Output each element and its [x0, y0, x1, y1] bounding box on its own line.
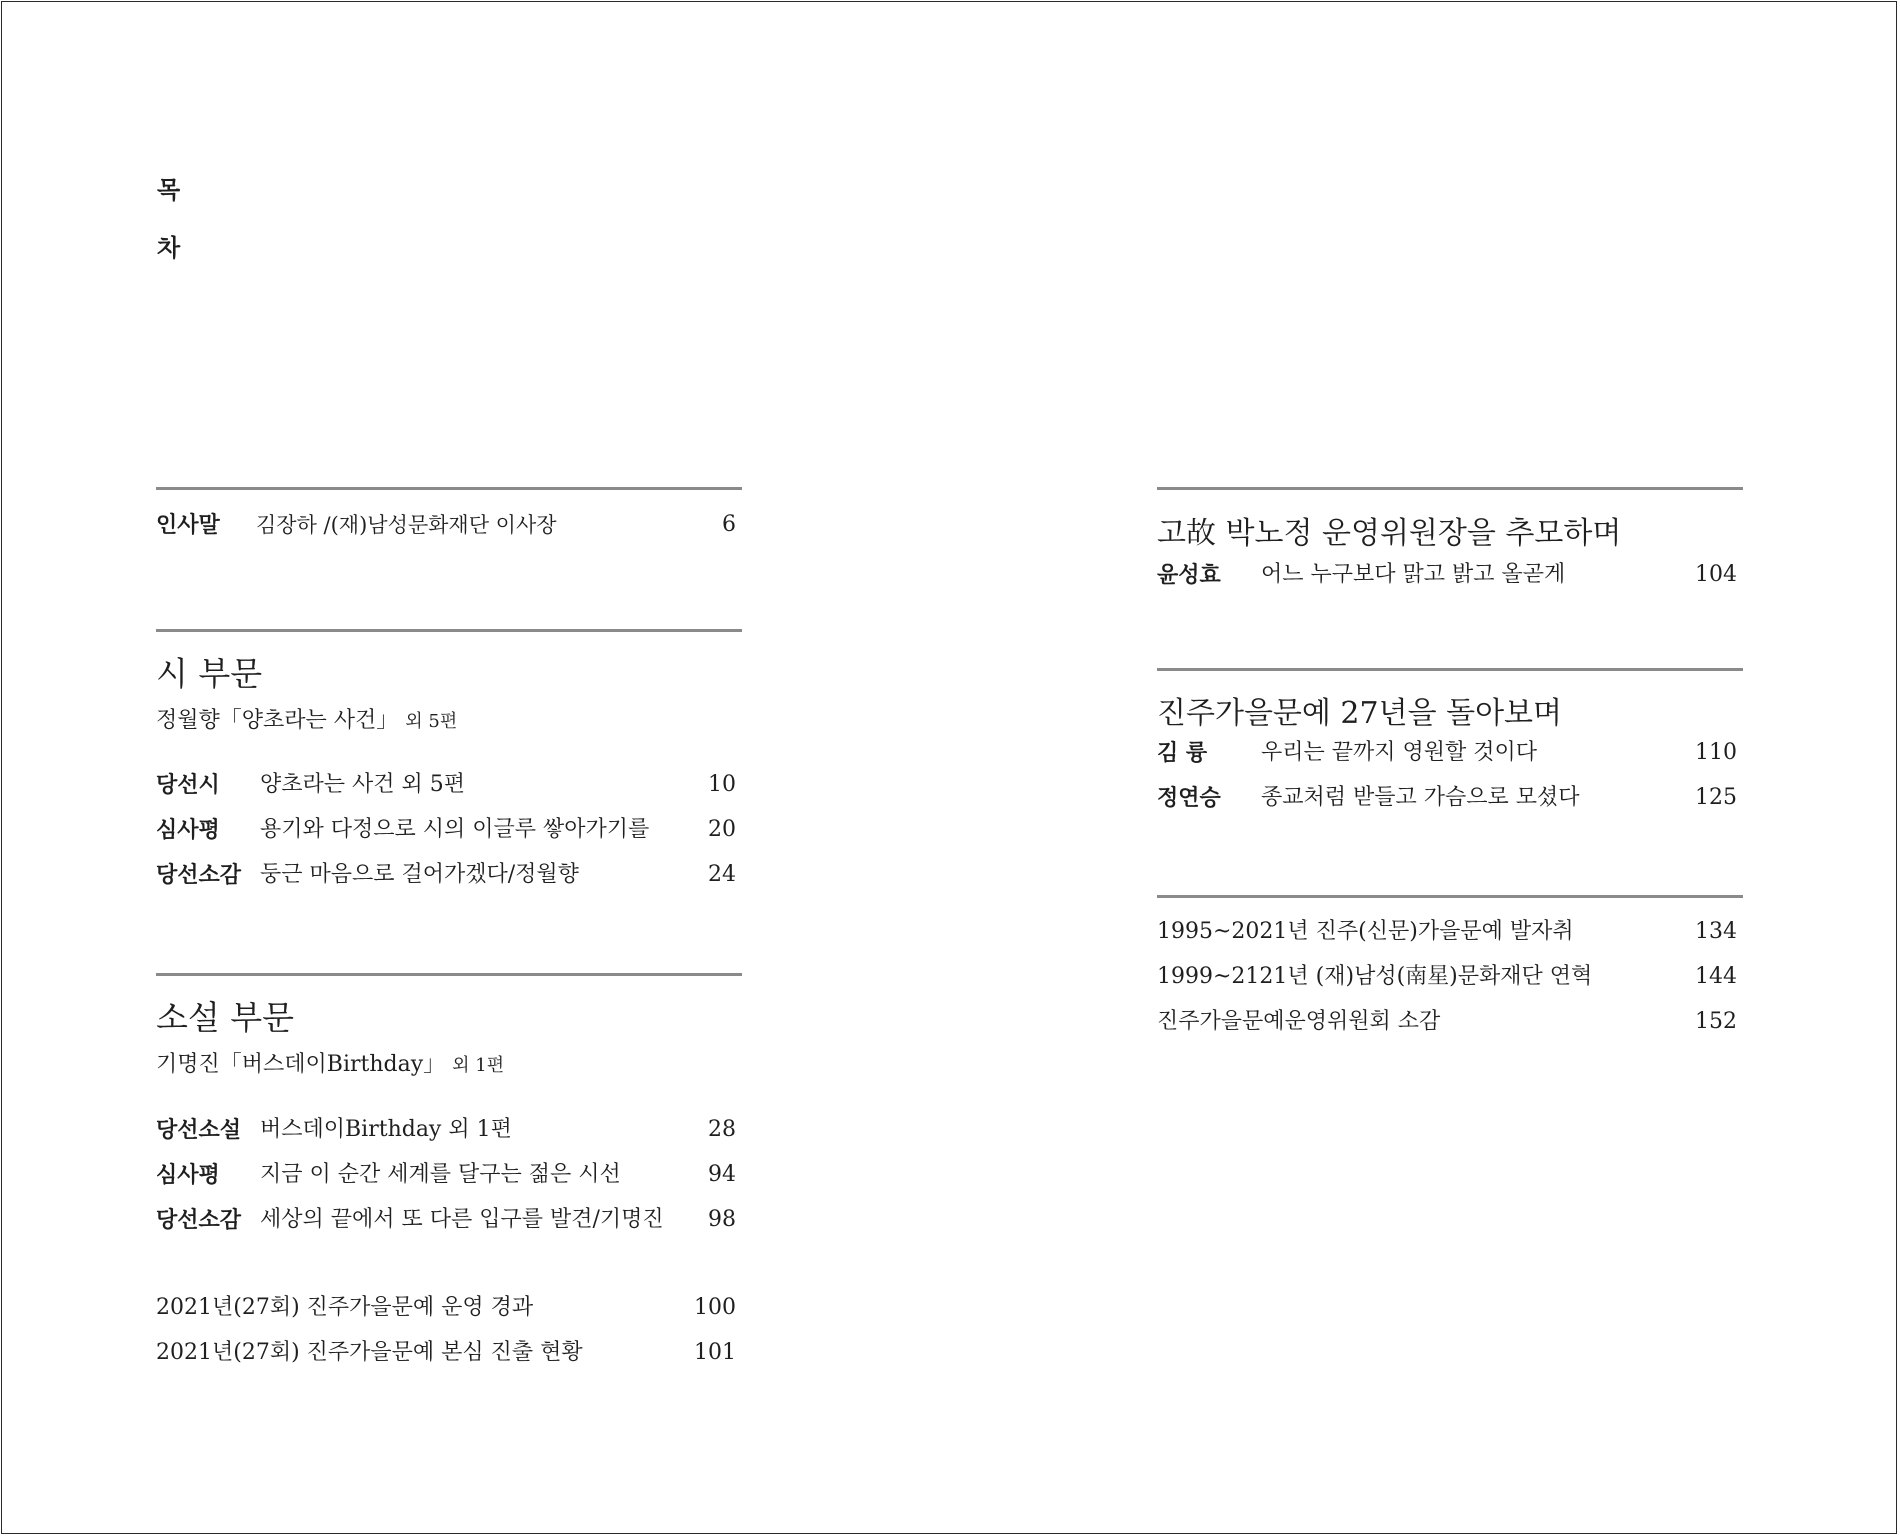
entry-page: 28 [708, 1117, 736, 1142]
entry-page: 110 [1695, 740, 1737, 765]
toc-entry-report[interactable] [156, 1338, 742, 1368]
entry-page: 144 [1695, 964, 1737, 989]
entry-desc: 둥근 마음으로 걸어가겠다/정월향 [260, 862, 579, 887]
entry-role: 당선소감 [156, 862, 242, 888]
toc-entry-appendix[interactable] [1157, 1007, 1743, 1037]
section-rule [1157, 895, 1743, 898]
toc-entry[interactable] [1157, 560, 1743, 590]
entry-desc: 용기와 다정으로 시의 이글루 쌓아가기를 [260, 817, 650, 842]
toc-entry[interactable] [156, 1160, 742, 1190]
section-heading-poetry: 시 부문 [156, 654, 263, 693]
toc-entry[interactable] [156, 860, 742, 890]
entry-page: 125 [1695, 785, 1737, 810]
poetry-winner-line [156, 703, 457, 734]
entry-page: 152 [1695, 1009, 1737, 1034]
section-rule [156, 629, 742, 632]
winner-extra: 외 5편 [405, 711, 458, 732]
winner-name: 정월향 [156, 708, 220, 733]
winner-extra: 외 1편 [452, 1055, 505, 1076]
toc-entry-greeting[interactable] [156, 510, 742, 540]
section-rule [156, 487, 742, 490]
section-rule [156, 973, 742, 976]
entry-desc: 우리는 끝까지 영원할 것이다 [1261, 740, 1538, 765]
entry-page: 20 [708, 817, 736, 842]
entry-role: 당선시 [156, 772, 220, 798]
entry-page: 94 [708, 1162, 736, 1187]
section-rule [1157, 487, 1743, 490]
entry-page: 10 [708, 772, 736, 797]
novel-winner-line [156, 1047, 504, 1078]
winner-work: 「버스데이Birthday」 [219, 1052, 446, 1077]
entry-desc: 어느 누구보다 맑고 밝고 올곧게 [1261, 562, 1566, 587]
section-heading-memorial: 고故 박노정 운영위원장을 추모하며 [1157, 516, 1622, 551]
toc-entry[interactable] [156, 770, 742, 800]
toc-title-char-1: 목 [157, 176, 181, 204]
section-rule [1157, 668, 1743, 671]
toc-entry[interactable] [156, 815, 742, 845]
winner-name: 기명진 [156, 1052, 220, 1077]
entry-page: 101 [694, 1340, 736, 1365]
toc-entry[interactable] [156, 1115, 742, 1145]
entry-page: 100 [694, 1295, 736, 1320]
entry-page: 134 [1695, 919, 1737, 944]
entry-role: 윤성효 [1157, 562, 1221, 588]
entry-text: 진주가을문예운영위원회 소감 [1157, 1009, 1441, 1034]
entry-text: 2021년(27회) 진주가을문예 본심 진출 현황 [156, 1340, 583, 1365]
entry-text: 2021년(27회) 진주가을문예 운영 경과 [156, 1295, 534, 1320]
entry-desc: 김장하 /(재)남성문화재단 이사장 [256, 513, 557, 537]
toc-entry[interactable] [1157, 738, 1743, 768]
winner-work: 「양초라는 사건」 [219, 708, 399, 733]
entry-desc: 버스데이Birthday 외 1편 [260, 1117, 512, 1142]
entry-desc: 양초라는 사건 외 5편 [260, 772, 465, 797]
entry-page: 104 [1695, 562, 1737, 587]
entry-role: 심사평 [156, 817, 220, 843]
entry-role: 당선소설 [156, 1117, 242, 1143]
toc-title-char-2: 차 [157, 234, 181, 262]
entry-desc: 지금 이 순간 세계를 달구는 젊은 시선 [260, 1162, 621, 1187]
toc-entry-report[interactable] [156, 1293, 742, 1323]
toc-entry[interactable] [1157, 783, 1743, 813]
entry-desc: 세상의 끝에서 또 다른 입구를 발견/기명진 [260, 1207, 664, 1232]
section-heading-novel: 소설 부문 [156, 998, 295, 1037]
toc-entry-appendix[interactable] [1157, 917, 1743, 947]
toc-entry-appendix[interactable] [1157, 962, 1743, 992]
entry-role: 김 륭 [1157, 740, 1208, 766]
entry-page: 98 [708, 1207, 736, 1232]
entry-text: 1999~2121년 (재)남성(南星)문화재단 연혁 [1157, 964, 1593, 989]
entry-page: 24 [708, 862, 736, 887]
entry-role: 정연승 [1157, 785, 1221, 811]
entry-desc: 종교처럼 받들고 가슴으로 모셨다 [1261, 785, 1580, 810]
toc-entry[interactable] [156, 1205, 742, 1235]
entry-page: 6 [722, 512, 736, 537]
entry-role: 심사평 [156, 1162, 220, 1188]
entry-text: 1995~2021년 진주(신문)가을문예 발자취 [1157, 919, 1574, 944]
entry-role: 인사말 [156, 512, 220, 538]
section-heading-retrospect: 진주가을문예 27년을 돌아보며 [1157, 696, 1563, 731]
entry-role: 당선소감 [156, 1207, 242, 1233]
